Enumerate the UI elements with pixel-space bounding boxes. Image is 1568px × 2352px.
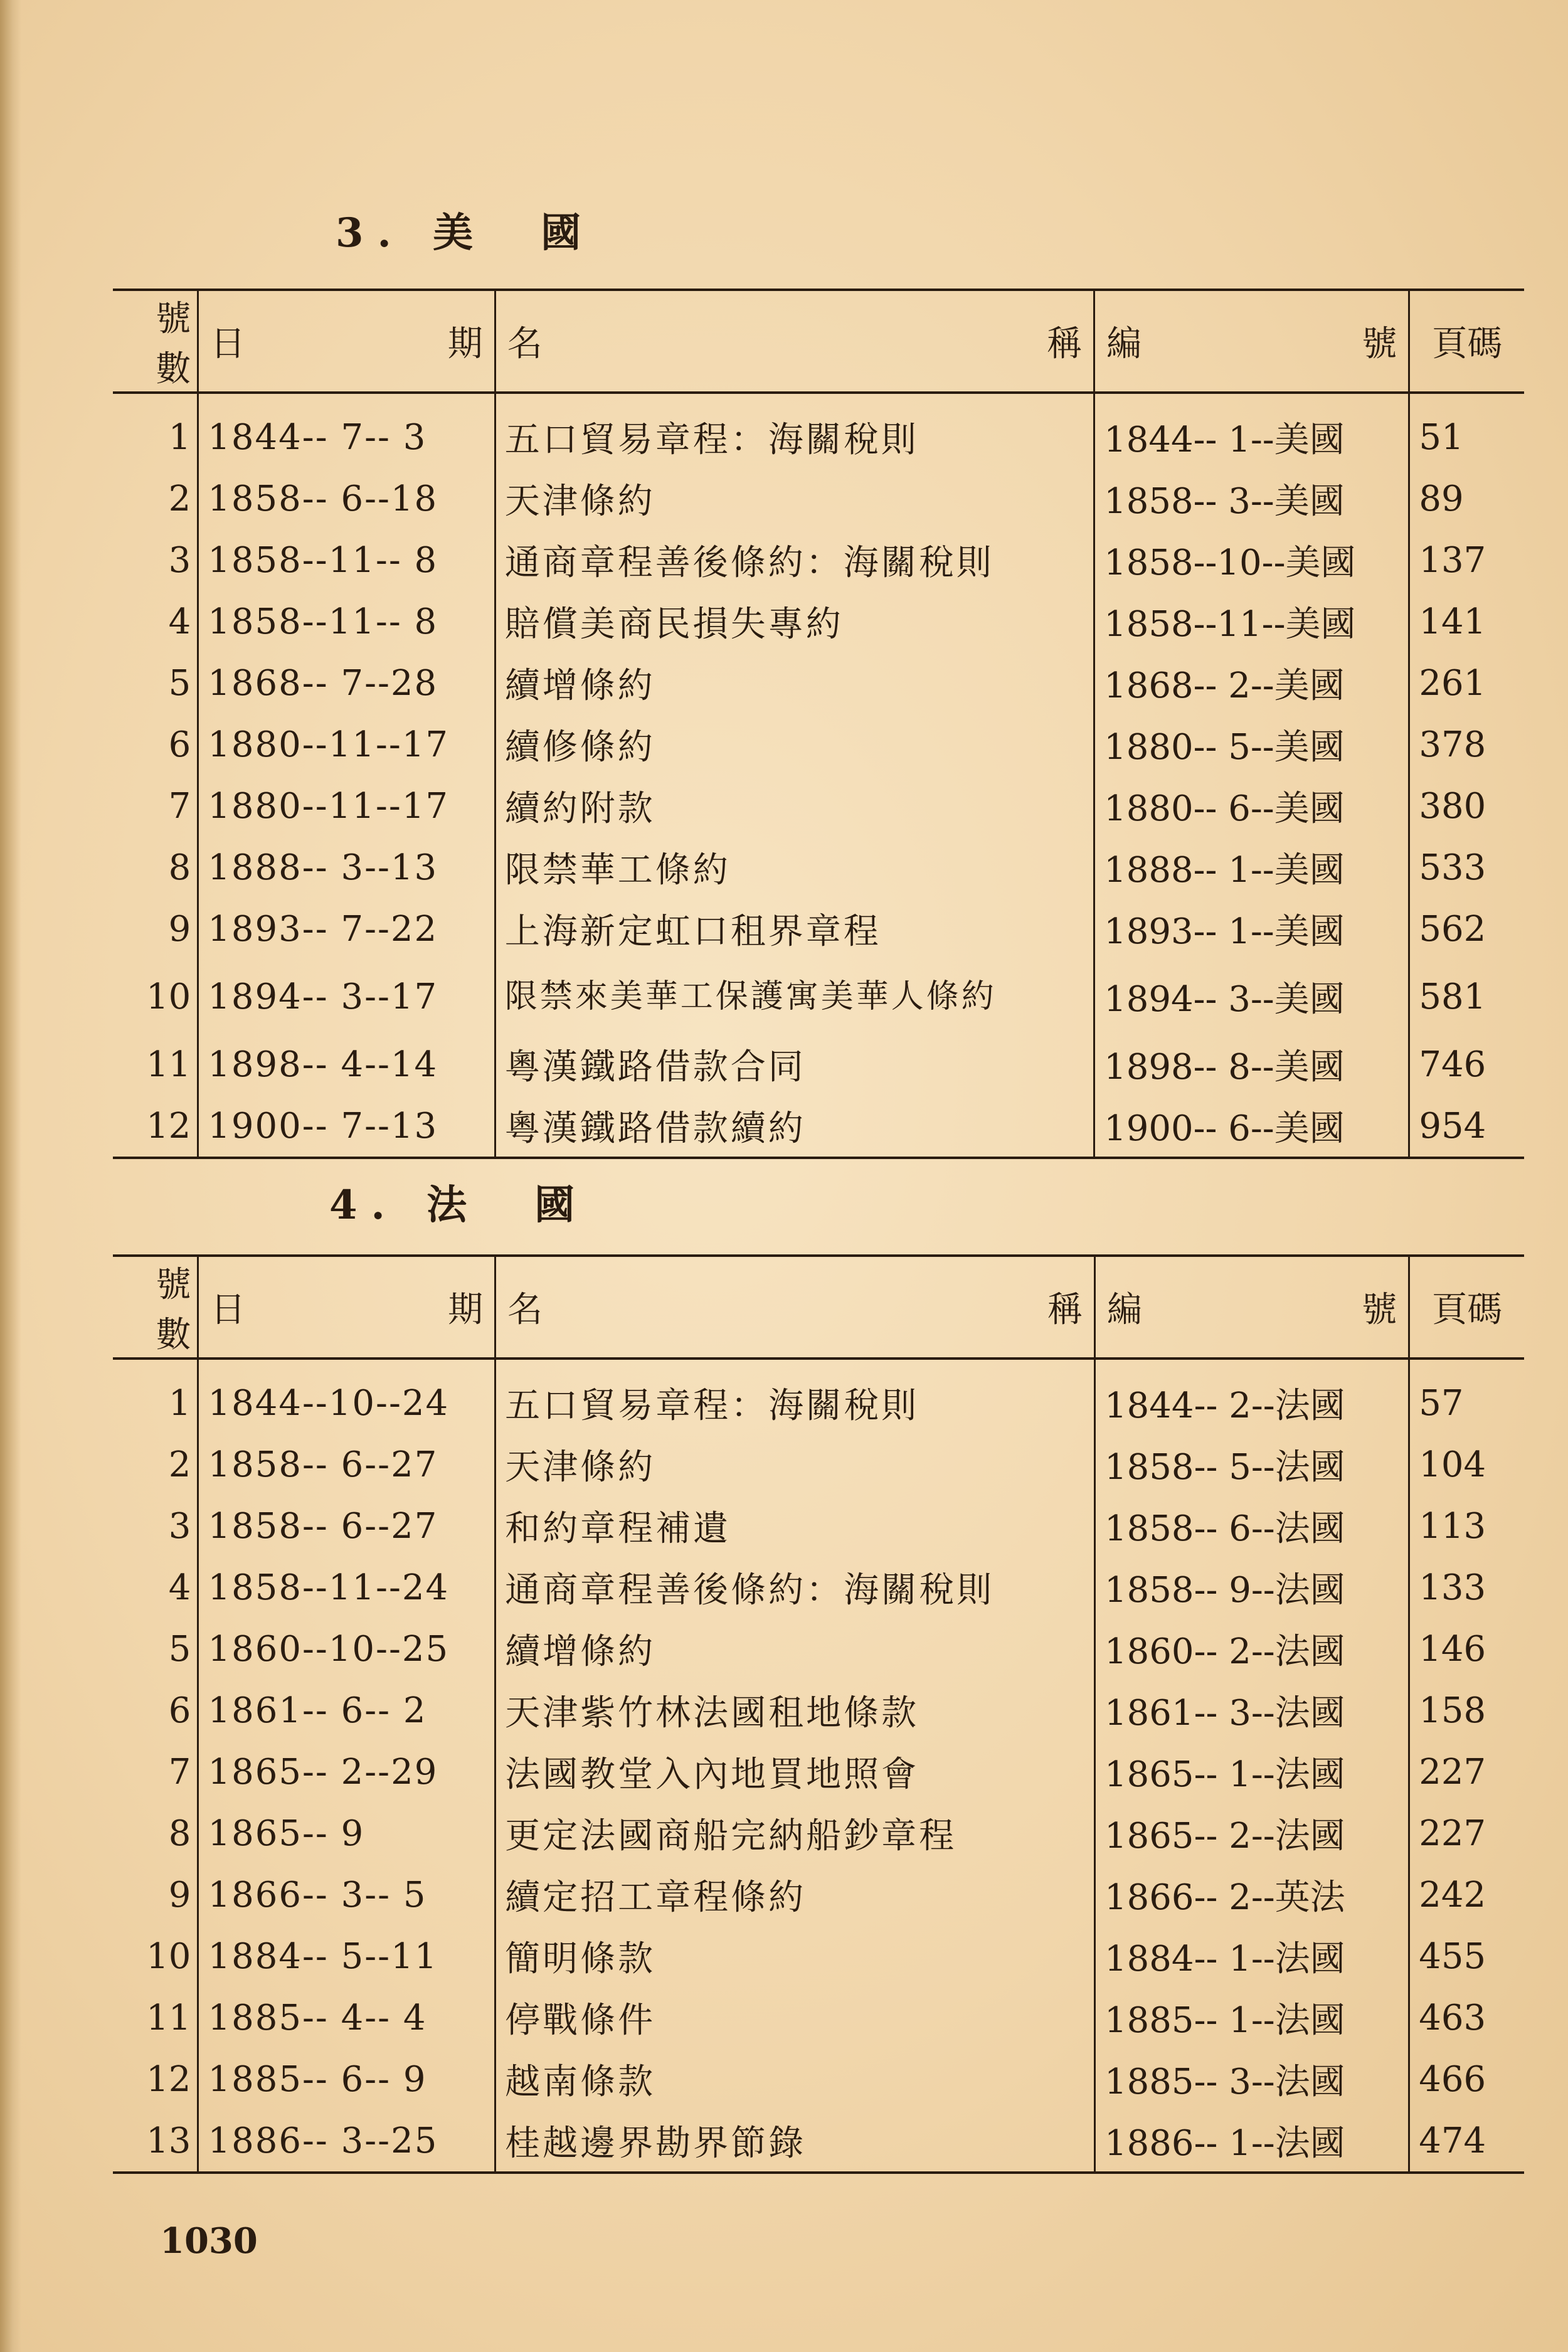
row-code: 1866-- 2--英法 — [1095, 1864, 1409, 1926]
header-code-a: 編 — [1106, 324, 1142, 364]
row-number: 8 — [113, 1803, 198, 1864]
row-date: 1885-- 4-- 4 — [198, 1987, 495, 2048]
row-number: 3 — [113, 1495, 198, 1557]
row-date: 1858--11--24 — [198, 1557, 495, 1618]
row-date: 1858-- 6--27 — [198, 1495, 495, 1557]
row-number: 9 — [113, 898, 198, 960]
table-row — [113, 1434, 1524, 1495]
row-page: 137 — [1419, 539, 1486, 581]
table-row — [113, 1557, 1524, 1618]
row-number: 11 — [113, 1034, 198, 1095]
table-row — [113, 1803, 1524, 1864]
row-date: 1893-- 7--22 — [198, 898, 495, 960]
row-code: 1858--11--美國 — [1094, 591, 1409, 652]
header-name-b: 稱 — [1047, 1290, 1083, 1330]
row-page: 261 — [1419, 662, 1486, 704]
row-number: 3 — [113, 529, 198, 591]
row-page: 51 — [1419, 416, 1464, 458]
row-code: 1886-- 1--法國 — [1095, 2110, 1409, 2173]
row-name: 上海新定虹口租界章程 — [495, 898, 1094, 960]
row-date: 1885-- 6-- 9 — [198, 2048, 495, 2110]
row-code: 1894-- 3--美國 — [1094, 960, 1409, 1034]
treaty-table-france — [113, 1254, 1524, 2174]
row-page: 141 — [1419, 601, 1486, 642]
header-date-a: 日 — [210, 324, 246, 364]
row-date: 1858-- 6--18 — [198, 468, 495, 529]
header-date-a: 日 — [210, 1290, 246, 1330]
row-date: 1886-- 3--25 — [198, 2110, 495, 2173]
row-date: 1898-- 4--14 — [198, 1034, 495, 1095]
header-name — [495, 1256, 1095, 1359]
row-code: 1893-- 1--美國 — [1094, 898, 1409, 960]
row-page: 466 — [1419, 2058, 1486, 2100]
header-name — [495, 290, 1094, 393]
row-date: 1861-- 6-- 2 — [198, 1680, 495, 1741]
row-name: 續增條約 — [495, 1618, 1095, 1680]
row-date: 1880--11--17 — [198, 714, 495, 775]
header-number: 號數 — [113, 1256, 198, 1359]
row-code: 1858-- 6--法國 — [1095, 1495, 1409, 1557]
table-row — [113, 468, 1524, 529]
book-spine-shadow — [0, 0, 21, 2352]
treaty-table-us — [113, 289, 1524, 1159]
row-code: 1860-- 2--法國 — [1095, 1618, 1409, 1680]
row-date: 1865-- 9 — [198, 1803, 495, 1864]
header-code-a: 編 — [1107, 1290, 1143, 1330]
row-name: 天津紫竹林法國租地條款 — [495, 1680, 1095, 1741]
header-date — [198, 290, 495, 393]
row-number: 4 — [113, 1557, 198, 1618]
table-row — [113, 393, 1524, 468]
row-date: 1888-- 3--13 — [198, 837, 495, 898]
row-page: 455 — [1419, 1936, 1486, 1977]
row-page: 57 — [1419, 1382, 1464, 1424]
row-name: 續約附款 — [495, 775, 1094, 837]
header-name-b: 稱 — [1047, 324, 1083, 364]
table-row — [113, 652, 1524, 714]
row-number: 7 — [113, 775, 198, 837]
table-row — [113, 1359, 1524, 1434]
row-name: 天津條約 — [495, 468, 1094, 529]
row-date: 1844--10--24 — [198, 1359, 495, 1434]
row-name: 簡明條款 — [495, 1926, 1095, 1987]
table-row — [113, 1034, 1524, 1095]
row-name: 續增條約 — [495, 652, 1094, 714]
row-number: 5 — [113, 652, 198, 714]
header-date-b: 期 — [448, 1290, 484, 1330]
table-row — [113, 1618, 1524, 1680]
table-row — [113, 591, 1524, 652]
table-row — [113, 775, 1524, 837]
header-code — [1095, 1256, 1409, 1359]
row-code: 1885-- 1--法國 — [1095, 1987, 1409, 2048]
row-code: 1888-- 1--美國 — [1094, 837, 1409, 898]
row-name: 通商章程善後條約：海關稅則 — [495, 529, 1094, 591]
row-number: 2 — [113, 468, 198, 529]
row-number: 1 — [113, 1359, 198, 1434]
row-number: 10 — [113, 1926, 198, 1987]
header-page: 頁碼 — [1409, 1256, 1524, 1359]
header-name-a: 名 — [507, 324, 543, 364]
table-row — [113, 960, 1524, 1034]
row-page: 113 — [1419, 1505, 1486, 1547]
row-number: 8 — [113, 837, 198, 898]
table-row — [113, 837, 1524, 898]
row-name: 續修條約 — [495, 714, 1094, 775]
row-number: 6 — [113, 714, 198, 775]
header-code — [1094, 290, 1409, 393]
row-date: 1865-- 2--29 — [198, 1741, 495, 1803]
table-row — [113, 1926, 1524, 1987]
row-name: 粵漢鐵路借款續約 — [495, 1095, 1094, 1158]
row-code: 1858-- 5--法國 — [1095, 1434, 1409, 1495]
row-page: 581 — [1419, 976, 1486, 1017]
row-date: 1866-- 3-- 5 — [198, 1864, 495, 1926]
row-number: 11 — [113, 1987, 198, 2048]
row-code: 1880-- 6--美國 — [1094, 775, 1409, 837]
row-code: 1898-- 8--美國 — [1094, 1034, 1409, 1095]
table-row — [113, 1495, 1524, 1557]
row-name: 五口貿易章程：海關稅則 — [495, 1359, 1095, 1434]
header-date — [198, 1256, 495, 1359]
header-date-b: 期 — [447, 324, 483, 364]
row-name: 限禁來美華工保護寓美華人條約 — [495, 960, 1094, 1034]
row-date: 1868-- 7--28 — [198, 652, 495, 714]
row-page: 146 — [1419, 1628, 1486, 1670]
row-name: 更定法國商船完納船鈔章程 — [495, 1803, 1095, 1864]
table-header-row — [113, 1256, 1524, 1359]
row-page: 474 — [1409, 2110, 1524, 2173]
row-page: 378 — [1419, 724, 1486, 765]
row-number: 7 — [113, 1741, 198, 1803]
row-code: 1844-- 1--美國 — [1094, 393, 1409, 468]
row-name: 通商章程善後條約：海關稅則 — [495, 1557, 1095, 1618]
row-name: 越南條款 — [495, 2048, 1095, 2110]
table-row — [113, 1680, 1524, 1741]
row-number: 12 — [113, 1095, 198, 1158]
row-code: 1885-- 3--法國 — [1095, 2048, 1409, 2110]
row-code: 1858--10--美國 — [1094, 529, 1409, 591]
row-page: 104 — [1419, 1444, 1486, 1485]
row-page: 954 — [1409, 1095, 1524, 1158]
page-number: 1030 — [160, 2220, 258, 2262]
row-code: 1858-- 9--法國 — [1095, 1557, 1409, 1618]
section-title: 3. 美 國 — [336, 209, 595, 257]
row-name: 桂越邊界勘界節錄 — [495, 2110, 1095, 2173]
table-row — [113, 1987, 1524, 2048]
row-page: 227 — [1419, 1751, 1486, 1793]
row-date: 1860--10--25 — [198, 1618, 495, 1680]
table-row — [113, 714, 1524, 775]
table-row — [113, 2048, 1524, 2110]
row-number: 5 — [113, 1618, 198, 1680]
row-code: 1858-- 3--美國 — [1094, 468, 1409, 529]
row-name: 停戰條件 — [495, 1987, 1095, 2048]
row-number: 4 — [113, 591, 198, 652]
table-row — [113, 529, 1524, 591]
row-name: 粵漢鐵路借款合同 — [495, 1034, 1094, 1095]
row-page: 133 — [1419, 1567, 1486, 1608]
table-row — [113, 1095, 1524, 1158]
header-page: 頁碼 — [1409, 290, 1524, 393]
row-date: 1858--11-- 8 — [198, 591, 495, 652]
row-number: 13 — [113, 2110, 198, 2173]
row-code: 1865-- 1--法國 — [1095, 1741, 1409, 1803]
header-number: 號數 — [113, 290, 198, 393]
row-page: 227 — [1419, 1813, 1486, 1854]
row-number: 6 — [113, 1680, 198, 1741]
row-name: 法國教堂入內地買地照會 — [495, 1741, 1095, 1803]
row-date: 1880--11--17 — [198, 775, 495, 837]
row-number: 12 — [113, 2048, 198, 2110]
row-page: 242 — [1419, 1874, 1486, 1915]
row-number: 1 — [113, 393, 198, 468]
row-code: 1880-- 5--美國 — [1094, 714, 1409, 775]
header-code-b: 號 — [1362, 1290, 1397, 1330]
row-code: 1884-- 1--法國 — [1095, 1926, 1409, 1987]
row-date: 1858-- 6--27 — [198, 1434, 495, 1495]
row-page: 562 — [1419, 908, 1486, 950]
row-date: 1844-- 7-- 3 — [198, 393, 495, 468]
row-page: 89 — [1419, 478, 1464, 519]
row-code: 1868-- 2--美國 — [1094, 652, 1409, 714]
row-date: 1894-- 3--17 — [198, 960, 495, 1034]
row-code: 1861-- 3--法國 — [1095, 1680, 1409, 1741]
row-name: 續定招工章程條約 — [495, 1864, 1095, 1926]
row-date: 1858--11-- 8 — [198, 529, 495, 591]
table-row — [113, 898, 1524, 960]
row-code: 1900-- 6--美國 — [1094, 1095, 1409, 1158]
row-code: 1865-- 2--法國 — [1095, 1803, 1409, 1864]
table-header-row — [113, 290, 1524, 393]
row-name: 天津條約 — [495, 1434, 1095, 1495]
row-page: 533 — [1419, 847, 1486, 888]
row-date: 1884-- 5--11 — [198, 1926, 495, 1987]
row-date: 1900-- 7--13 — [198, 1095, 495, 1158]
row-number: 9 — [113, 1864, 198, 1926]
row-number: 10 — [113, 960, 198, 1034]
row-name: 和約章程補遺 — [495, 1495, 1095, 1557]
row-number: 2 — [113, 1434, 198, 1495]
row-page: 158 — [1419, 1690, 1486, 1731]
row-page: 380 — [1419, 785, 1486, 827]
row-page: 463 — [1419, 1997, 1486, 2038]
table-row — [113, 1864, 1524, 1926]
row-name: 賠償美商民損失專約 — [495, 591, 1094, 652]
row-name: 限禁華工條約 — [495, 837, 1094, 898]
table-row — [113, 2110, 1524, 2173]
table-row — [113, 1741, 1524, 1803]
row-page: 746 — [1419, 1044, 1486, 1085]
row-name: 五口貿易章程：海關稅則 — [495, 393, 1094, 468]
header-code-b: 號 — [1362, 324, 1397, 364]
header-name-a: 名 — [507, 1290, 543, 1330]
section-title: 4. 法 國 — [329, 1182, 589, 1229]
row-code: 1844-- 2--法國 — [1095, 1359, 1409, 1434]
